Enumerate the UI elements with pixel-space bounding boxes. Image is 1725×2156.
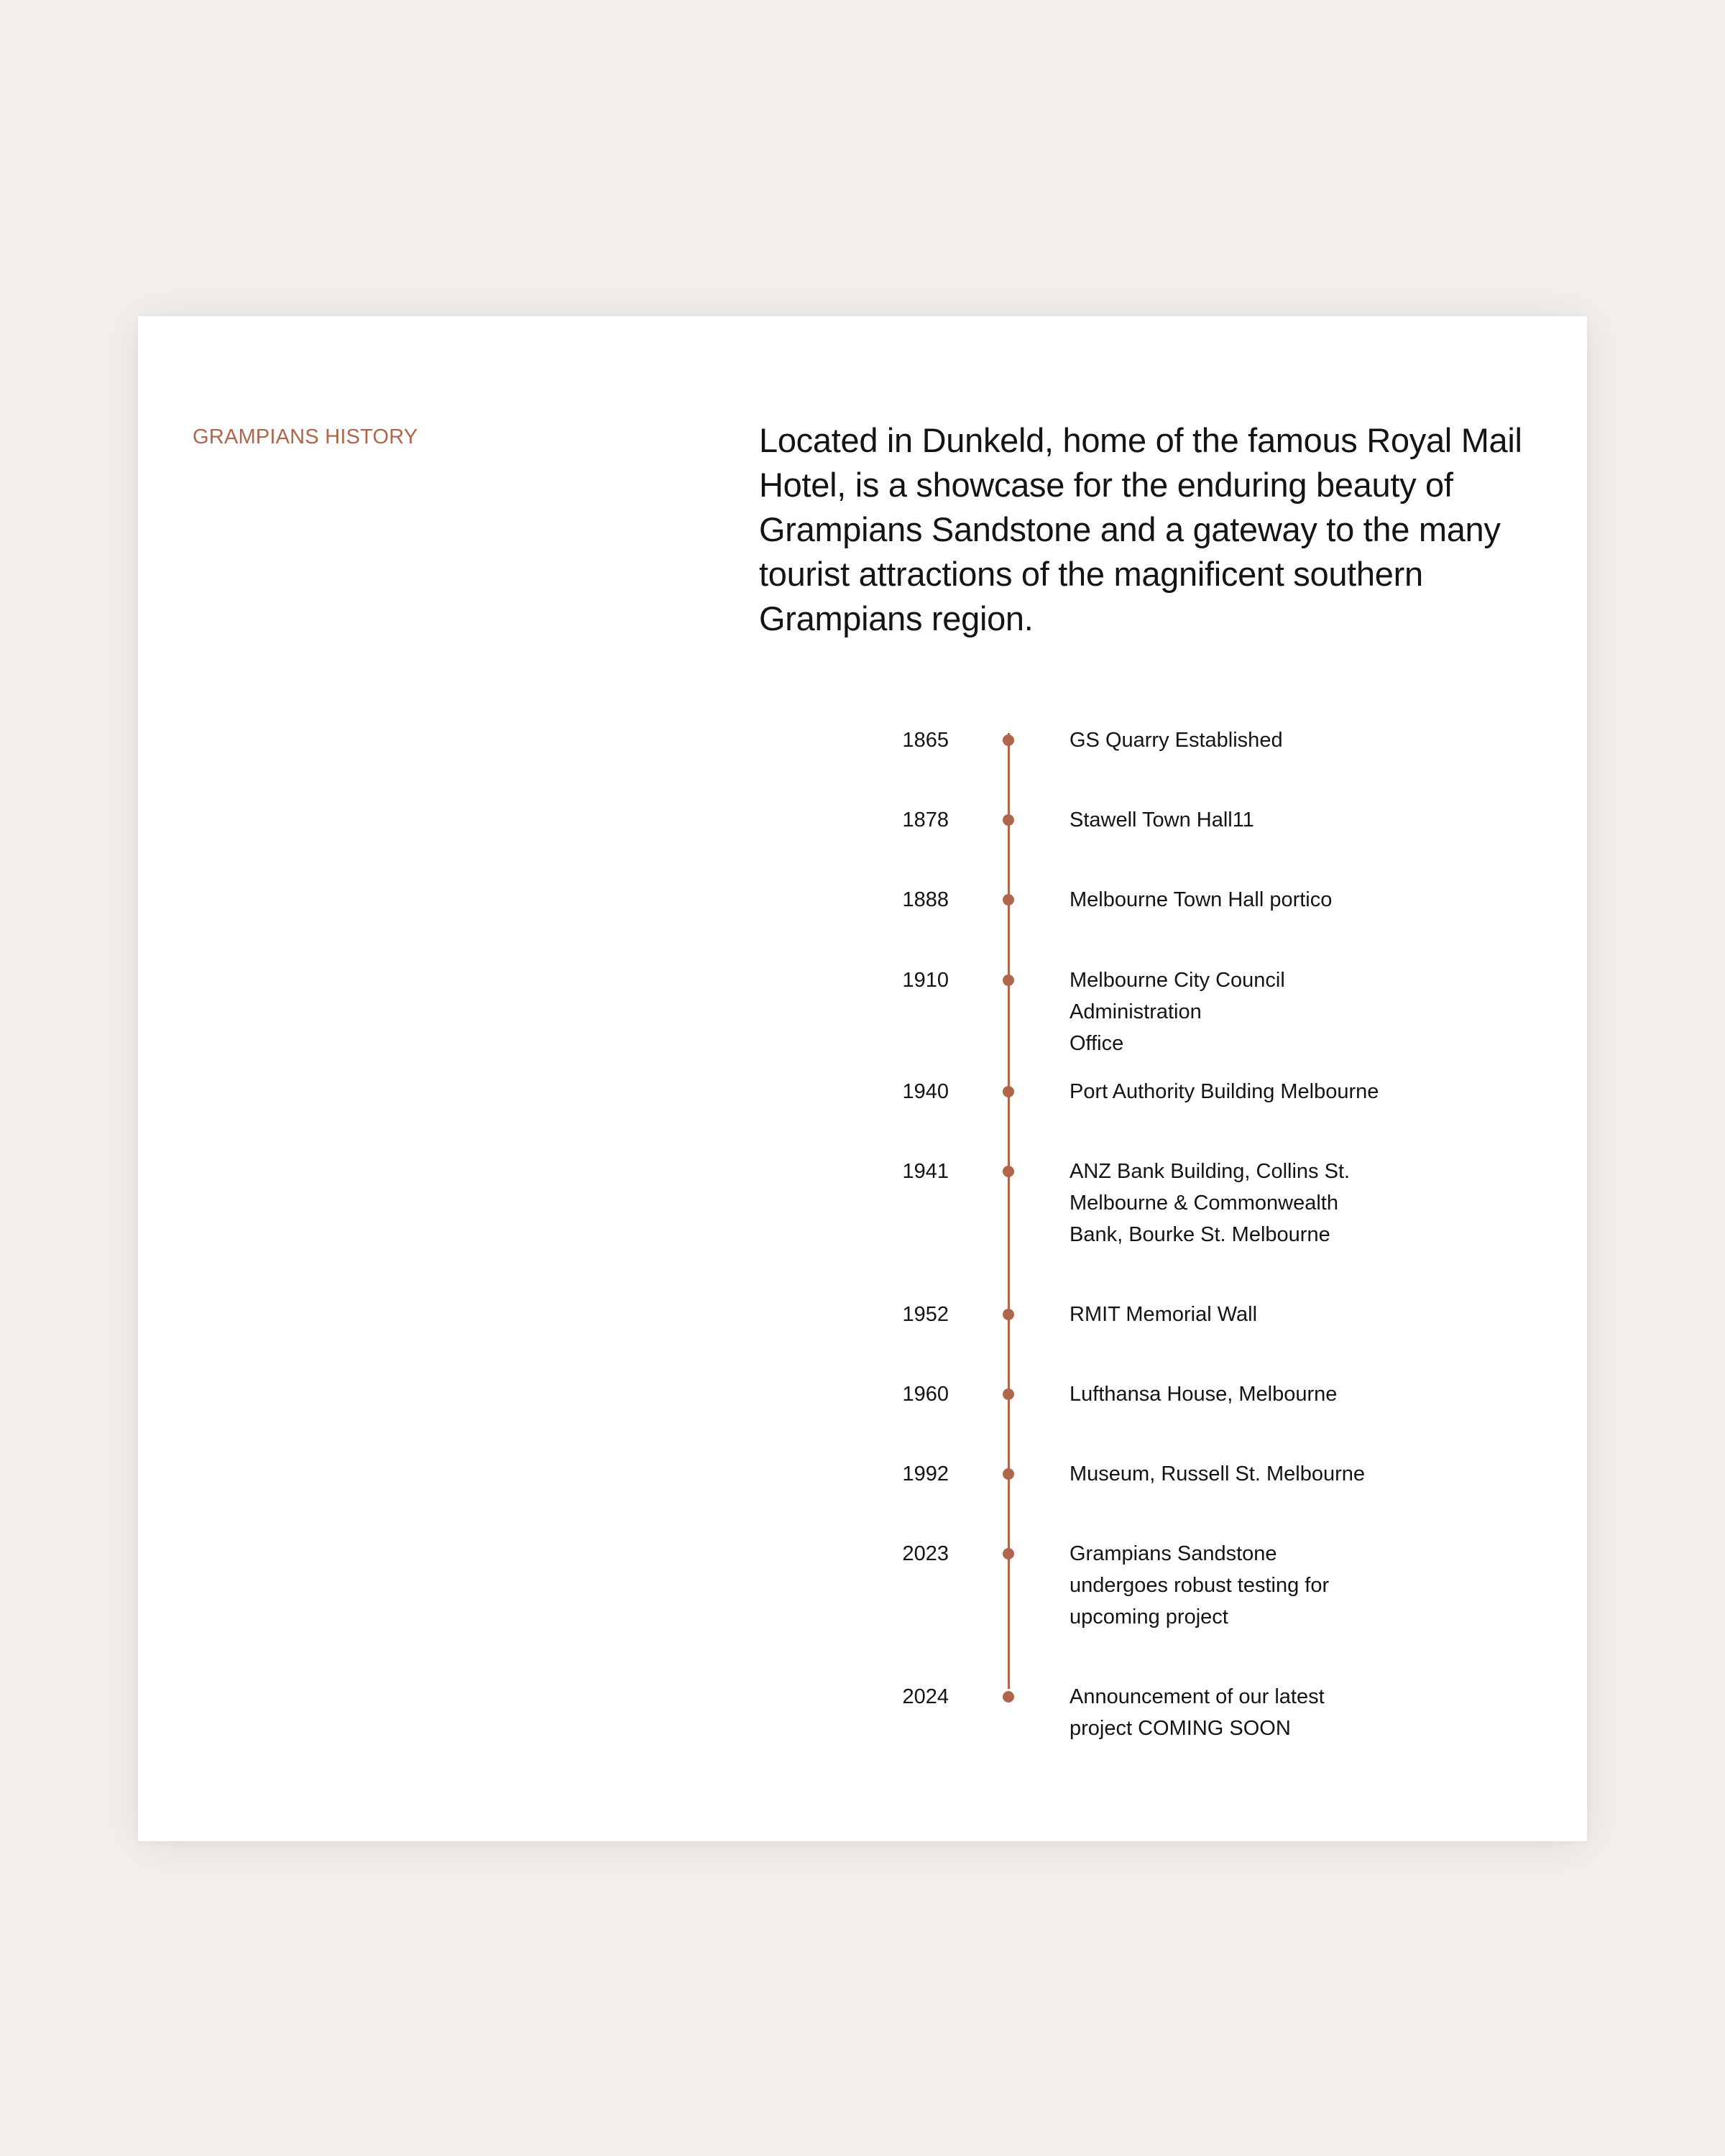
timeline-dot-icon [1003, 1468, 1014, 1480]
timeline-dot-icon [1003, 1166, 1014, 1177]
timeline-entry [759, 1076, 1406, 1148]
timeline-year: 1910 [902, 969, 949, 992]
timeline-event: RMIT Memorial Wall [1070, 1303, 1258, 1326]
intro-paragraph: Located in Dunkeld, home of the famous Royal Mail Hotel, is a showcase for the enduring beauty of Grampians Sandstone and a gateway to the many tourist attractions of the magnificent southern Grampians region. [759, 421, 1522, 637]
timeline-event: Museum, Russell St. Melbourne [1070, 1462, 1365, 1485]
timeline-year: 1960 [902, 1383, 949, 1406]
timeline-event: Lufthansa House, Melbourne [1070, 1383, 1338, 1406]
timeline-year: 1878 [902, 808, 949, 831]
timeline-year: 2024 [902, 1685, 949, 1708]
timeline-dot-icon [1003, 1388, 1014, 1400]
timeline-year: 1992 [902, 1462, 949, 1485]
timeline-entry [759, 1681, 1406, 1753]
timeline-entry [759, 1538, 1406, 1628]
timeline-dot-icon [1003, 1086, 1014, 1097]
timeline-event: ANZ Bank Building, Collins St. Melbourne & Commonwealth Bank, Bourke St. Melbourne [1070, 1160, 1351, 1246]
timeline-entry [759, 1156, 1406, 1246]
timeline-entry [759, 884, 1406, 956]
timeline-entry [759, 1458, 1406, 1530]
timeline-entry [759, 804, 1406, 876]
timeline-year: 1952 [902, 1303, 949, 1326]
timeline-dot-icon [1003, 734, 1014, 746]
timeline-event: Announcement of our latest project COMING SOON [1070, 1685, 1325, 1740]
timeline-dot-icon [1003, 1691, 1014, 1703]
timeline-dot-icon [1003, 894, 1014, 906]
timeline-event: Grampians Sandstone undergoes robust testing for upcoming project [1070, 1542, 1330, 1628]
timeline-year: 2023 [902, 1542, 949, 1565]
timeline-year: 1865 [902, 729, 949, 752]
timeline-entry [759, 964, 1406, 1055]
timeline-dot-icon [1003, 975, 1014, 986]
timeline-dot-icon [1003, 814, 1014, 826]
timeline-year: 1940 [902, 1080, 949, 1103]
timeline-event: Melbourne Town Hall portico [1070, 888, 1333, 911]
timeline-event: Melbourne City Council Administration Office [1070, 969, 1285, 1055]
timeline-dot-icon [1003, 1309, 1014, 1320]
timeline-entry [759, 724, 1406, 796]
timeline-year: 1888 [902, 888, 949, 911]
timeline-entry [759, 1299, 1406, 1370]
timeline-event: Stawell Town Hall11 [1070, 808, 1254, 831]
history-card [138, 316, 1587, 1841]
timeline-event: Port Authority Building Melbourne [1070, 1080, 1379, 1103]
timeline-entry [759, 1378, 1406, 1450]
timeline-year: 1941 [902, 1160, 949, 1183]
timeline-event: GS Quarry Established [1070, 729, 1283, 752]
section-eyebrow: GRAMPIANS HISTORY [193, 425, 418, 448]
timeline-dot-icon [1003, 1548, 1014, 1560]
